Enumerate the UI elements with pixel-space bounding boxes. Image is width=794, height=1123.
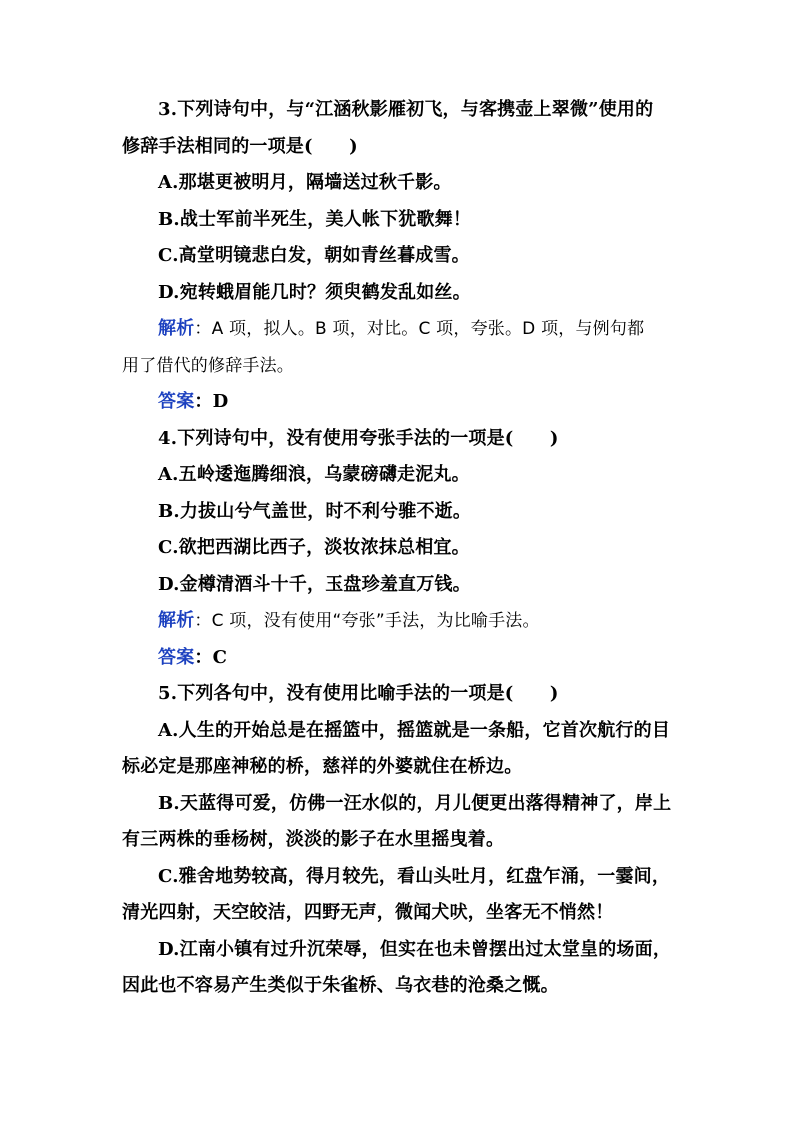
- q5-option-c-line1: C.雅舍地势较高，得月较先，看山头吐月，红盘乍涌，一霎间，: [158, 865, 671, 887]
- q5-option-a-line1: A.人生的开始总是在摇篮中，摇篮就是一条船，它首次航行的目: [158, 719, 671, 741]
- q3-option-a: A.那堪更被明月，隔墙送过秋千影。: [158, 172, 452, 193]
- q3-option-d: D.宛转蛾眉能几时？须臾鹤发乱如丝。: [158, 281, 471, 303]
- q4-answer-label: 答案: [158, 646, 195, 668]
- q5-stem: 5.下列各句中，没有使用比喻手法的一项是( ): [158, 683, 559, 704]
- q3-option-b: B.战士军前半死生，美人帐下犹歌舞！: [158, 208, 472, 230]
- q3-analysis-text: ：A 项，拟人。B 项，对比。C 项，夸张。D 项，与例句都: [194, 319, 645, 339]
- q3-analysis-line1: [122, 311, 674, 348]
- q4-analysis-label: 解析: [158, 610, 195, 631]
- q4-option-c: C.欲把西湖比西子，淡妆浓抹总相宜。: [158, 537, 470, 558]
- q3-answer: [122, 384, 674, 421]
- q5-option-b-line1: B.天蓝得可爱，仿佛一汪水似的，月儿便更出落得精神了，岸上: [158, 792, 672, 814]
- q3-stem-line2: 修辞手法相同的一项是( ): [122, 135, 358, 157]
- q5-option-c-line2: 清光四射，天空皎洁，四野无声，微闻犬吠，坐客无不悄然！: [122, 902, 614, 923]
- q4-option-a: A.五岭逶迤腾细浪，乌蒙磅礴走泥丸。: [158, 464, 470, 485]
- q3-analysis-label: 解析: [158, 318, 195, 339]
- q3-stem-line1: 3.下列诗句中，与“江涵秋影雁初飞，与客携壶上翠微”使用的: [158, 99, 654, 120]
- q3-answer-value: ：D: [194, 391, 229, 412]
- q4-answer: [122, 640, 674, 677]
- q4-option-b: B.力拔山兮气盖世，时不利兮骓不逝。: [158, 500, 472, 522]
- q3-analysis-line2: 用了借代的修辞手法。: [122, 355, 294, 376]
- q5-option-b-line2: 有三两株的垂杨树，淡淡的影子在水里摇曳着。: [122, 829, 505, 850]
- q5-option-a-line2: 标必定是那座神秘的桥，慈祥的外婆就住在桥边。: [122, 756, 523, 777]
- q3-answer-label: 答案: [158, 391, 195, 412]
- q5-option-d-line1: D.江南小镇有过升沉荣辱，但实在也未曾摆出过太堂皇的场面，: [158, 938, 672, 960]
- q4-answer-value: ：C: [194, 646, 228, 668]
- q4-stem: 4.下列诗句中，没有使用夸张手法的一项是( ): [158, 427, 559, 449]
- q3-option-c: C.高堂明镜悲白发，朝如青丝暮成雪。: [158, 245, 470, 266]
- q4-analysis-text: ：C 项，没有使用“夸张”手法，为比喻手法。: [194, 611, 540, 631]
- q4-analysis: [122, 603, 674, 640]
- q5-option-d-line2: 因此也不容易产生类似于朱雀桥、乌衣巷的沧桑之慨。: [122, 975, 559, 996]
- q4-option-d: D.金樽清酒斗十千，玉盘珍羞直万钱。: [158, 573, 471, 595]
